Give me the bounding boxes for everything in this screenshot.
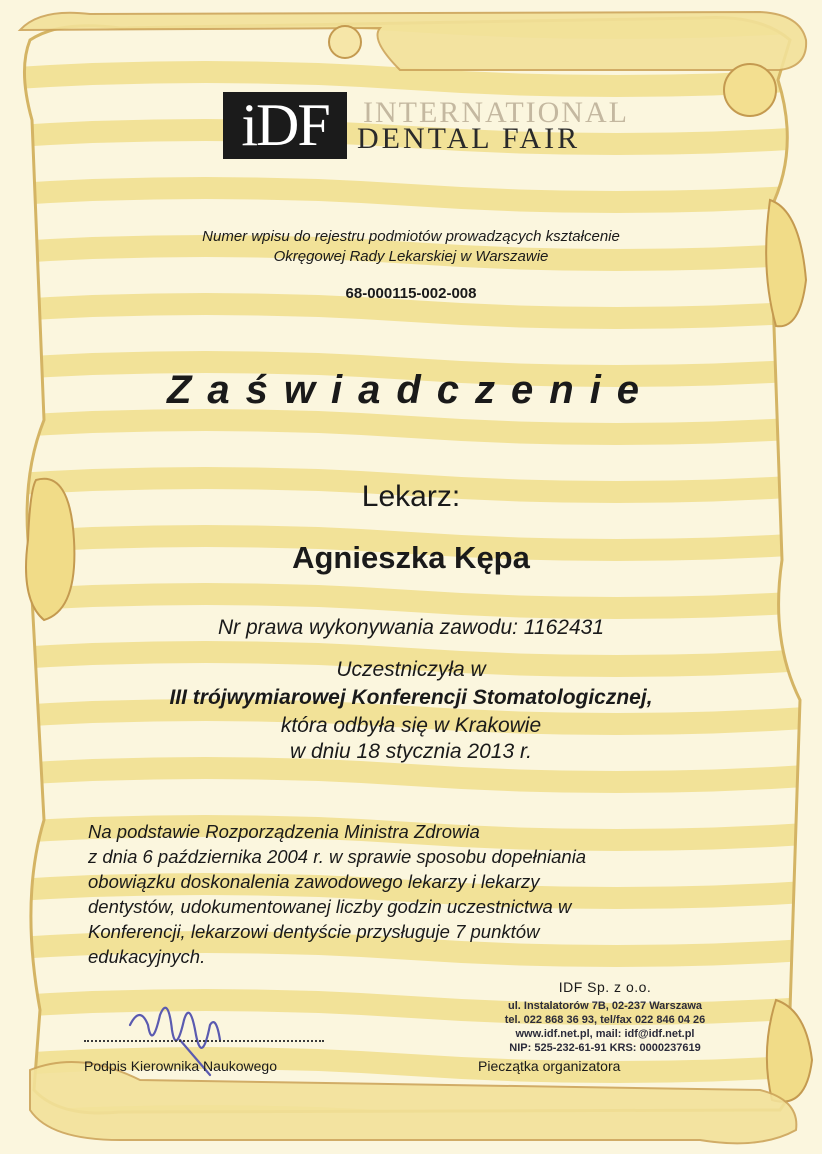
legal-line: Konferencji, lekarzowi dentyście przysługuje 7 punktów xyxy=(88,921,540,942)
company-web: www.idf.net.pl, mail: idf@idf.net.pl xyxy=(515,1028,695,1040)
logo-mark: iDF xyxy=(223,92,347,159)
legal-line: Na podstawie Rozporządzenia Ministra Zdrowia xyxy=(88,821,480,842)
legal-line: dentystów, udokumentowanej liczby godzin uczestnictwa w xyxy=(88,896,572,917)
company-stamp xyxy=(470,979,740,1055)
recipient-role: Lekarz: xyxy=(361,480,461,513)
signature-line xyxy=(84,1040,324,1042)
stamp-label: Pieczątka organizatora xyxy=(478,1058,621,1074)
company-address: ul. Instalatorów 7B, 02-237 Warszawa xyxy=(508,1000,702,1012)
company-phone: tel. 022 868 36 93, tel/fax 022 846 04 26 xyxy=(504,1014,706,1026)
legal-basis xyxy=(88,819,728,969)
legal-line: edukacyjnych. xyxy=(88,946,206,967)
legal-line: z dnia 6 października 2004 r. w sprawie sposobu dopełniania xyxy=(88,846,587,867)
idf-logo xyxy=(223,92,629,162)
signature-label: Podpis Kierownika Naukowego xyxy=(84,1058,277,1074)
registry-line-2: Okręgowej Rady Lekarskiej w Warszawie xyxy=(273,248,549,265)
participation-line-3: która odbyła się w Krakowie xyxy=(280,714,542,737)
logo-international: INTERNATIONAL xyxy=(363,96,629,129)
license-number: Nr prawa wykonywania zawodu: 1162431 xyxy=(218,616,604,639)
registry-number: 68-000115-002-008 xyxy=(345,285,477,302)
participation-date: w dniu 18 stycznia 2013 r. xyxy=(289,740,533,763)
legal-line: obowiązku doskonalenia zawodowego lekarzy i lekarzy xyxy=(88,871,540,892)
recipient-name: Agnieszka Kępa xyxy=(292,540,530,575)
conference-name: III trójwymiarowej Konferencji Stomatologicznej, xyxy=(169,686,653,709)
company-ids: NIP: 525-232-61-91 KRS: 0000237619 xyxy=(509,1042,701,1054)
registry-line-1: Numer wpisu do rejestru podmiotów prowadzących kształcenie xyxy=(202,228,620,245)
participation-line-1: Uczestniczyła w xyxy=(336,658,486,681)
logo-dental-fair: DENTAL FAIR xyxy=(357,122,581,155)
company-name: IDF Sp. z o.o. xyxy=(558,979,652,995)
document-title: Zaświadczenie xyxy=(166,368,656,412)
